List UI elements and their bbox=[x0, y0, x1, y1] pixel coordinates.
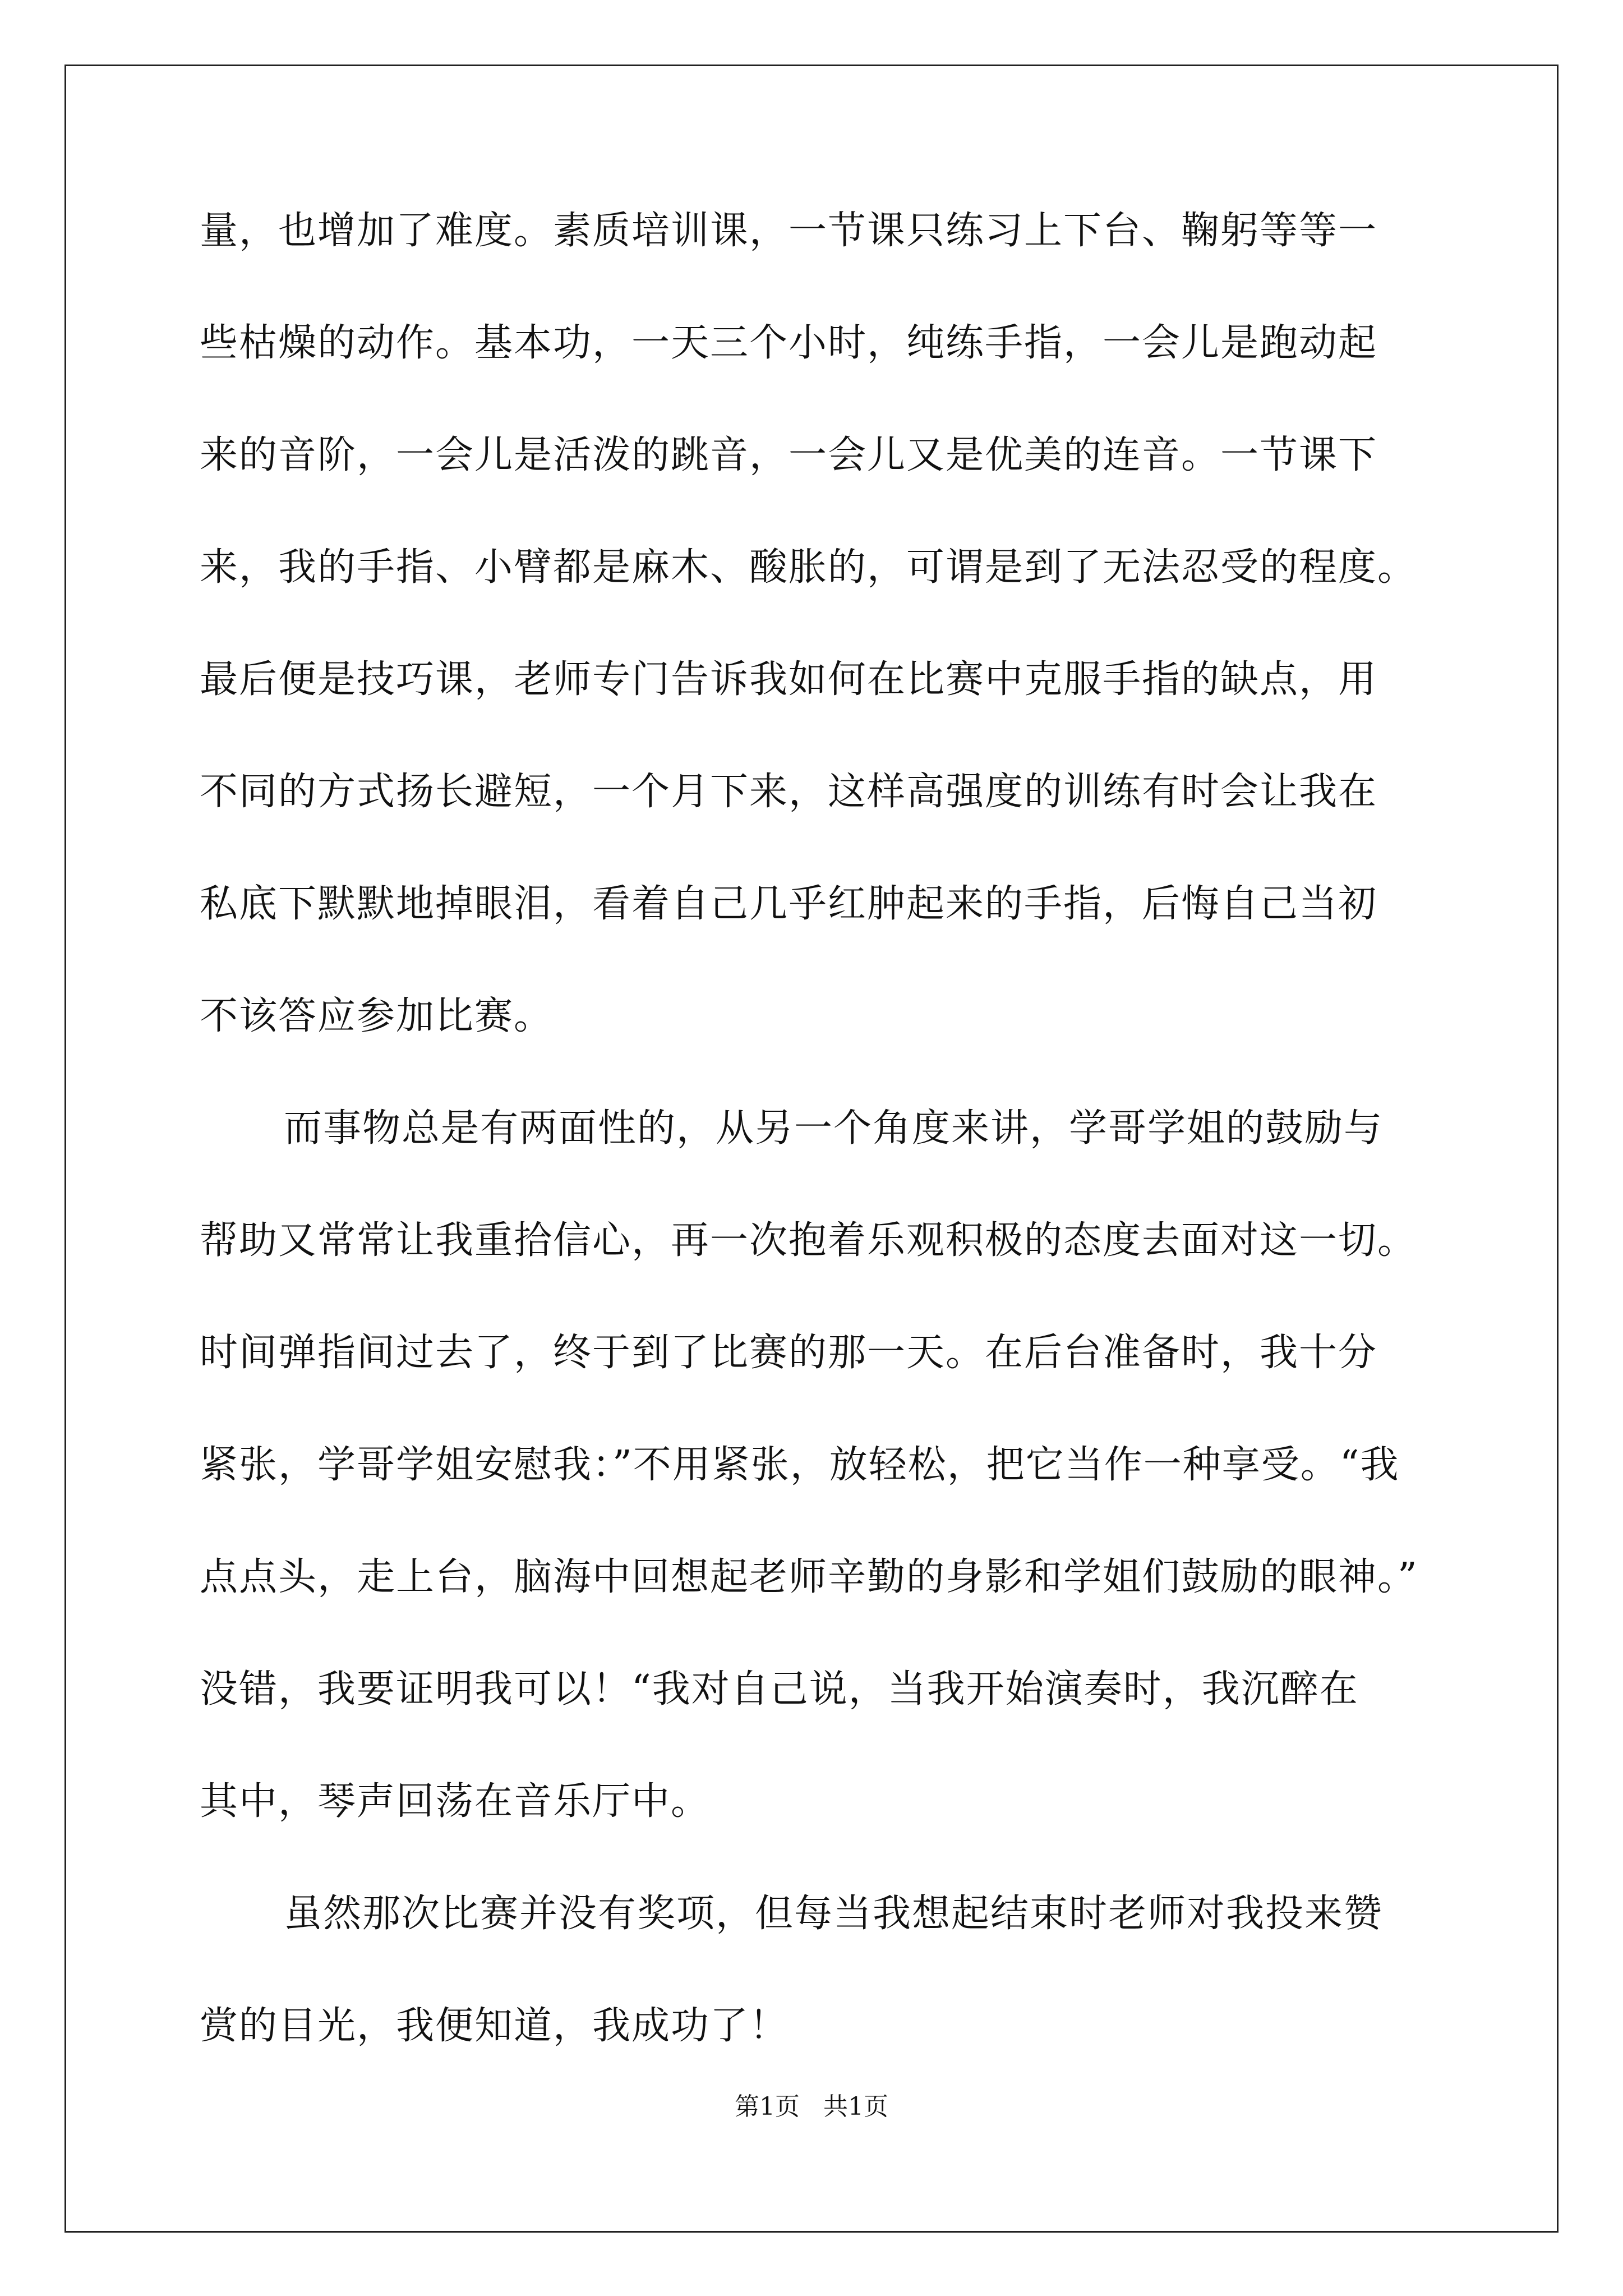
text-line: 不同的方式扬长避短，一个月下来，这样高强度的训练有时会让我在 bbox=[200, 770, 1378, 814]
text-line: 紧张，学哥学姐安慰我：”不用紧张，放轻松，把它当作一种享受。“我 bbox=[200, 1443, 1400, 1487]
text-line: 帮助又常常让我重拾信心，再一次抱着乐观积极的态度去面对这一切。 bbox=[200, 1218, 1417, 1263]
paragraph-first-line: 虽然那次比赛并没有奖项，但每当我想起结束时老师对我投来赞 bbox=[284, 1892, 1384, 1936]
text-line: 点点头，走上台，脑海中回想起老师辛勤的身影和学姐们鼓励的眼神。” bbox=[200, 1555, 1418, 1599]
page-number-footer: 第1页 共1页 bbox=[735, 2092, 888, 2121]
text-line: 时间弹指间过去了，终于到了比赛的那一天。在后台准备时，我十分 bbox=[200, 1331, 1378, 1375]
text-line: 其中，琴声回荡在音乐厅中。 bbox=[200, 1779, 711, 1824]
text-line: 量，也增加了难度。素质培训课，一节课只练习上下台、鞠躬等等一 bbox=[200, 209, 1378, 253]
text-line: 私底下默默地掉眼泪，看着自己几乎红肿起来的手指，后悔自己当初 bbox=[200, 882, 1378, 926]
text-line: 没错，我要证明我可以！“我对自己说，当我开始演奏时，我沉醉在 bbox=[200, 1667, 1359, 1711]
text-line: 不该答应参加比赛。 bbox=[200, 994, 554, 1038]
text-line: 来的音阶，一会儿是活泼的跳音，一会儿又是优美的连音。一节课下 bbox=[200, 433, 1378, 477]
text-line: 最后便是技巧课，老师专门告诉我如何在比赛中克服手指的缺点，用 bbox=[200, 657, 1378, 702]
paragraph-first-line: 而事物总是有两面性的，从另一个角度来讲，学哥学姐的鼓励与 bbox=[284, 1106, 1384, 1151]
text-line: 些枯燥的动作。基本功，一天三个小时，纯练手指，一会儿是跑动起 bbox=[200, 321, 1378, 365]
text-line: 来，我的手指、小臂都是麻木、酸胀的，可谓是到了无法忍受的程度。 bbox=[200, 545, 1417, 590]
text-line: 赏的目光，我便知道，我成功了！ bbox=[200, 2004, 789, 2048]
